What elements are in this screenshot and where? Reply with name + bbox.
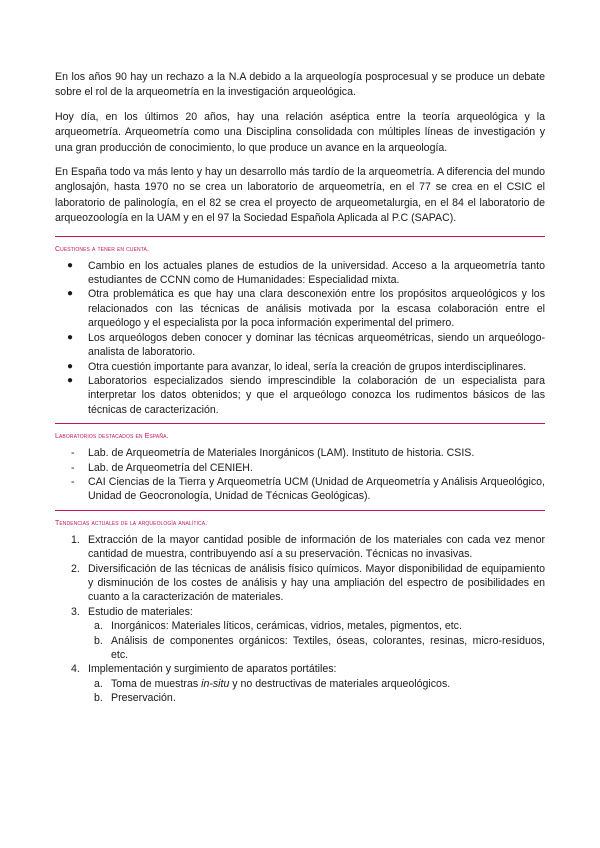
sublist-letter: a.	[94, 620, 103, 633]
list-item: 4. Implementación y surgimiento de aparatos portátiles: a. Toma de muestras in-situ y no destructivas de materiales arqueológicos. b. Preservación.	[55, 662, 545, 705]
section-title-tendencias: Tendencias actuales de la arqueología analítica.	[55, 519, 208, 527]
section-title-laboratorios: Laboratorios destacados en España.	[55, 433, 169, 441]
list-number: 2.	[71, 562, 80, 575]
list-item: - Lab. de Arqueometría del CENIEH.	[71, 461, 253, 474]
bullet-icon: ●	[67, 331, 74, 343]
sublist-item: b. Análisis de componentes orgánicos: Textiles, óseas, colorantes, resinas, micro-residuos, etc.	[94, 634, 545, 661]
section-title-cuestiones: Cuestiones a tener en cuenta.	[55, 245, 149, 253]
list-item: ● Laboratorios especializados siendo imprescindible la colaboración de un especialista para interpretar los datos obtenidos; y que el arqueólogo conozca los rudimentos básicos de las técnicas de caracterización.	[67, 374, 545, 416]
document-page	[55, 70, 545, 706]
sublist-letter: b.	[94, 692, 103, 705]
dash-icon: -	[71, 461, 75, 474]
bullet-icon: ●	[67, 374, 74, 386]
list-item: 2. Diversificación de las técnicas de análisis físico químicos. Mayor disponibilidad de equipamiento y disminución de los costes de análisis y hay una ampliación del espectro de posibilidades en cuanto a la caracterización de materiales.	[71, 562, 545, 604]
intro-paragraph-1: En los años 90 hay un rechazo a la N.A debido a la arqueología posprocesual y se produce un debate sobre el rol de la arqueometría en la investigación arqueológica.	[55, 71, 545, 99]
list-item: - CAI Ciencias de la Tierra y Arqueometría UCM (Unidad de Arqueometría y Análisis Arqueológico, Unidad de Geocronología, Unidad de Técnicas Geológicas).	[71, 475, 545, 503]
dash-icon: -	[71, 475, 75, 488]
section-divider-2	[55, 423, 545, 424]
list-number: 3.	[71, 605, 80, 618]
cuestiones-list	[55, 259, 545, 417]
list-number: 4.	[71, 663, 80, 676]
intro-paragraph-3: En España todo va más lento y hay un desarrollo más tardío de la arqueometría. A diferencia del mundo anglosajón, hasta 1970 no se crea un laboratorio de arqueometría, en el 77 se crea en el CSIC el laboratorio de palinología, en el 82 se crea el proyecto de arqueometalurgia, en el 84 el laboratorio de arqueozoología en la UAM y en el 97 la Sociedad Española Aplicada al P.C (SAPAC).	[55, 166, 545, 225]
portatiles-sublist	[88, 677, 545, 706]
sublist-item: a. Inorgánicos: Materiales líticos, cerámicas, vidrios, metales, pigmentos, etc.	[94, 620, 462, 633]
list-item: ● Otra cuestión importante para avanzar, lo ideal, sería la creación de grupos interdisciplinares.	[67, 360, 527, 373]
laboratorios-list	[55, 446, 545, 504]
intro-paragraph-2: Hoy día, en los últimos 20 años, hay una relación aséptica entre la teoría arqueológica y la arqueometría. Arqueometría como una Disciplina consolidada con múltiples líneas de investigación y una gran producción de conocimiento, lo que produce un avance en la arqueología.	[55, 110, 545, 154]
tendencias-list	[55, 533, 545, 706]
sublist-letter: a.	[94, 677, 103, 690]
bullet-icon: ●	[67, 259, 74, 271]
list-item: ● Los arqueólogos deben conocer y dominar las técnicas arqueométricas, siendo un arqueólogo-analista de laboratorio.	[67, 331, 545, 359]
sublist-item: a. Toma de muestras in-situ y no destructivas de materiales arqueológicos.	[94, 677, 451, 690]
bullet-icon: ●	[67, 288, 74, 300]
list-item: ● Cambio en los actuales planes de estudios de la universidad. Acceso a la arqueometría tanto estudiantes de CCNN como de Humanidades: Especialidad mixta.	[67, 259, 545, 287]
bullet-icon: ●	[67, 360, 74, 372]
dash-icon: -	[71, 447, 75, 460]
in-situ-term: in-situ	[201, 677, 230, 690]
section-divider-3	[55, 510, 545, 511]
list-item: ● Otra problemática es que hay una clara desconexión entre los propósitos arqueológicos y los relacionados con las técnicas de análisis motivada por la escasa colaboración entre el arqueólogo y el especialista por la poca información experimental del primero.	[67, 288, 545, 330]
list-item: 1. Extracción de la mayor cantidad posible de información de los materiales con cada vez menor cantidad de muestra, contribuyendo así a su preservación. Técnicas no invasivas.	[71, 533, 545, 561]
sublist-item: b. Preservación.	[94, 692, 176, 705]
list-item: - Lab. de Arqueometría de Materiales Inorgánicos (LAM). Instituto de historia. CSIS.	[71, 447, 475, 460]
materiales-sublist	[88, 619, 545, 662]
list-item: 3. Estudio de materiales: a. Inorgánicos: Materiales líticos, cerámicas, vidrios, metales, pigmentos, etc. b. Análisis de componentes orgánicos: Textiles, óseas, colorantes, resinas, micro-residuos, etc.	[71, 605, 545, 661]
sublist-letter: b.	[94, 634, 103, 647]
section-divider-1	[55, 236, 545, 237]
list-number: 1.	[71, 533, 80, 546]
